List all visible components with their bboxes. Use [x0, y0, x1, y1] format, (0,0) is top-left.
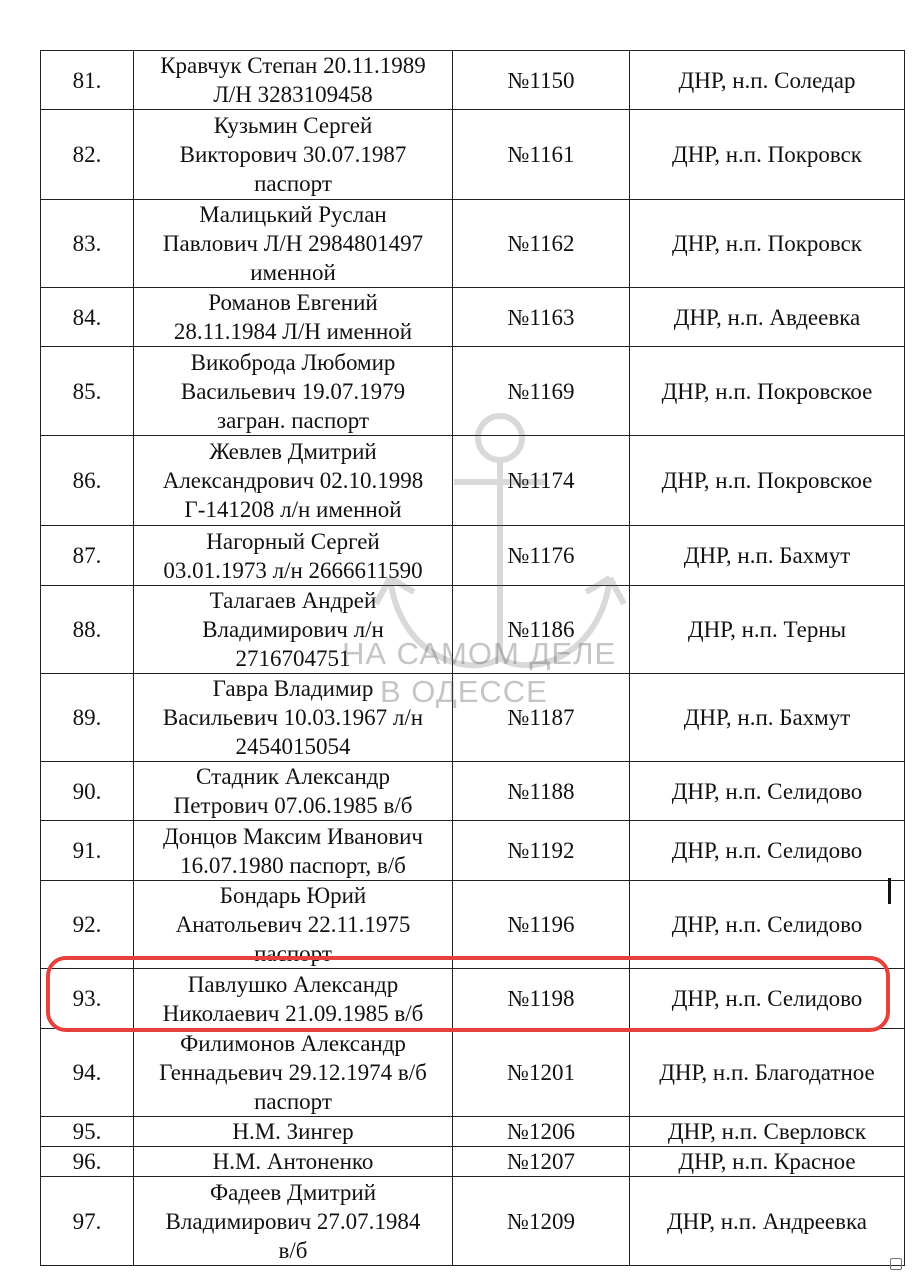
- watermark-text-line1: НА САМОМ ДЕЛЕ: [342, 636, 617, 671]
- person-details-line: Г-141208 л/н именной: [184, 497, 402, 522]
- person-details-line: в/б: [278, 1237, 308, 1263]
- table-row: [41, 1117, 905, 1147]
- person-details-line: Фадеев Дмитрий: [209, 1179, 377, 1205]
- person-details-line: Павлович Л/Н 2984801497: [162, 231, 424, 256]
- person-details: [134, 526, 453, 586]
- table-row: [41, 288, 905, 347]
- row-number: 97.: [41, 1177, 134, 1266]
- person-details: [134, 1177, 453, 1266]
- document-number: №1150: [453, 51, 630, 110]
- person-details: [134, 51, 453, 110]
- table-row: [41, 110, 905, 200]
- person-details-line: Владимирович л/н: [202, 617, 384, 642]
- person-details-line: Н.М. Зингер: [232, 1119, 354, 1144]
- row-number: 86.: [41, 436, 134, 526]
- table-row: [41, 881, 905, 969]
- location: ДНР, н.п. Селидово: [630, 881, 905, 969]
- table-row: [41, 586, 905, 674]
- person-details: [134, 1117, 453, 1147]
- person-details-line: паспорт: [254, 941, 332, 966]
- location: ДНР, н.п. Бахмут: [630, 674, 905, 762]
- person-details-line: 2454015054: [235, 734, 351, 759]
- document-number: №1196: [453, 881, 630, 969]
- person-details-line: паспорт: [254, 1089, 332, 1114]
- row-number: 87.: [41, 526, 134, 586]
- person-details-line: Кузьмин Сергей: [213, 113, 373, 138]
- person-details-line: Бондарь Юрий: [219, 883, 367, 908]
- document-number: №1163: [453, 288, 630, 347]
- location: ДНР, н.п. Селидово: [630, 969, 905, 1029]
- person-details: [134, 586, 453, 674]
- document-number: №1188: [453, 762, 630, 821]
- person-details-line: Владимирович 27.07.1984: [165, 1208, 421, 1234]
- document-number: №1187: [453, 674, 630, 762]
- row-number: 93.: [41, 969, 134, 1029]
- table-row: [41, 1147, 905, 1177]
- person-details-line: Васильевич 10.03.1967 л/н: [162, 705, 424, 730]
- person-details-line: Н.М. Антоненко: [212, 1149, 374, 1174]
- row-number: 94.: [41, 1029, 134, 1117]
- row-number: 88.: [41, 586, 134, 674]
- location: ДНР, н.п. Селидово: [630, 762, 905, 821]
- person-details-line: Кравчук Степан 20.11.1989: [160, 53, 426, 78]
- person-details-line: Л/Н 3283109458: [213, 82, 373, 107]
- location: ДНР, н.п. Покровское: [630, 436, 905, 526]
- table-row: [41, 674, 905, 762]
- person-details-line: 16.07.1980 паспорт, в/б: [180, 852, 406, 878]
- row-number: 96.: [41, 1147, 134, 1177]
- row-number: 84.: [41, 288, 134, 347]
- person-details-line: загран. паспорт: [216, 407, 370, 433]
- location: ДНР, н.п. Покровск: [630, 110, 905, 200]
- person-details: [134, 110, 453, 200]
- document-number: №1161: [453, 110, 630, 200]
- person-details-line: Викторович 30.07.1987: [179, 142, 407, 167]
- person-details-line: Викоброда Любомир: [190, 349, 396, 375]
- row-number: 92.: [41, 881, 134, 969]
- person-details: [134, 1029, 453, 1117]
- document-number: №1186: [453, 586, 630, 674]
- document-number: №1206: [453, 1117, 630, 1147]
- location: ДНР, н.п. Андреевка: [630, 1177, 905, 1266]
- row-number: 89.: [41, 674, 134, 762]
- row-number: 90.: [41, 762, 134, 821]
- person-details-line: Васильевич 19.07.1979: [180, 378, 406, 404]
- document-number: №1198: [453, 969, 630, 1029]
- roster-table: [40, 50, 905, 1266]
- location: ДНР, н.п. Сверловск: [630, 1117, 905, 1147]
- table-row: [41, 200, 905, 288]
- person-details-line: Александрович 02.10.1998: [162, 468, 424, 493]
- person-details-line: Жевлев Дмитрий: [209, 439, 377, 464]
- location: ДНР, н.п. Бахмут: [630, 526, 905, 586]
- person-details-line: Стадник Александр: [196, 764, 390, 789]
- person-details-line: Николаевич 21.09.1985 в/б: [162, 1000, 424, 1026]
- table-row: [41, 51, 905, 110]
- table-row: [41, 821, 905, 881]
- row-number: 83.: [41, 200, 134, 288]
- document-number: №1162: [453, 200, 630, 288]
- roster-body: [41, 51, 905, 1266]
- person-details: [134, 674, 453, 762]
- document-number: №1201: [453, 1029, 630, 1117]
- table-row: [41, 969, 905, 1029]
- location: ДНР, н.п. Красное: [630, 1147, 905, 1177]
- document-number: №1176: [453, 526, 630, 586]
- person-details-line: Нагорный Сергей: [206, 528, 380, 554]
- person-details-line: Петрович 07.06.1985 в/б: [173, 793, 413, 818]
- person-details-line: Филимонов Александр: [180, 1031, 406, 1056]
- person-details-line: Геннадьевич 29.12.1974 в/б: [159, 1060, 427, 1085]
- table-row: [41, 1029, 905, 1117]
- row-number: 95.: [41, 1117, 134, 1147]
- row-number: 82.: [41, 110, 134, 200]
- person-details: [134, 288, 453, 347]
- location: ДНР, н.п. Терны: [630, 586, 905, 674]
- location: ДНР, н.п. Покровское: [630, 347, 905, 436]
- document-number: №1192: [453, 821, 630, 881]
- person-details: [134, 969, 453, 1029]
- person-details-line: 03.01.1973 л/н 2666611590: [163, 557, 423, 583]
- person-details: [134, 347, 453, 436]
- person-details: [134, 1147, 453, 1177]
- location: ДНР, н.п. Селидово: [630, 821, 905, 881]
- document-number: №1169: [453, 347, 630, 436]
- person-details-line: Анатольевич 22.11.1975: [175, 912, 411, 937]
- person-details-line: именной: [250, 260, 336, 285]
- person-details-line: Романов Евгений: [208, 290, 378, 315]
- location: ДНР, н.п. Соледар: [630, 51, 905, 110]
- location: ДНР, н.п. Покровск: [630, 200, 905, 288]
- row-number: 85.: [41, 347, 134, 436]
- edge-mark: [888, 878, 891, 904]
- location: ДНР, н.п. Благодатное: [630, 1029, 905, 1117]
- person-details-line: Павлушко Александр: [187, 971, 399, 997]
- document-number: №1207: [453, 1147, 630, 1177]
- person-details-line: Талагаев Андрей: [209, 588, 377, 613]
- person-details-line: 2716704751: [235, 646, 351, 671]
- person-details: [134, 200, 453, 288]
- person-details-line: Донцов Максим Иванович: [163, 823, 423, 849]
- document-number: №1209: [453, 1177, 630, 1266]
- table-row: [41, 762, 905, 821]
- person-details-line: паспорт: [254, 171, 332, 196]
- row-number: 91.: [41, 821, 134, 881]
- location: ДНР, н.п. Авдеевка: [630, 288, 905, 347]
- document-number: №1174: [453, 436, 630, 526]
- person-details: [134, 821, 453, 881]
- corner-checkbox: [890, 1258, 902, 1270]
- table-row: [41, 436, 905, 526]
- watermark-text-line2: В ОДЕССЕ: [380, 674, 548, 709]
- table-row: [41, 526, 905, 586]
- person-details-line: Гавра Владимир: [212, 676, 374, 701]
- row-number: 81.: [41, 51, 134, 110]
- table-row: [41, 1177, 905, 1266]
- person-details-line: Малицький Руслан: [199, 202, 387, 227]
- person-details: [134, 436, 453, 526]
- table-row: [41, 347, 905, 436]
- person-details-line: 28.11.1984 Л/Н именной: [173, 319, 413, 344]
- person-details: [134, 762, 453, 821]
- person-details: [134, 881, 453, 969]
